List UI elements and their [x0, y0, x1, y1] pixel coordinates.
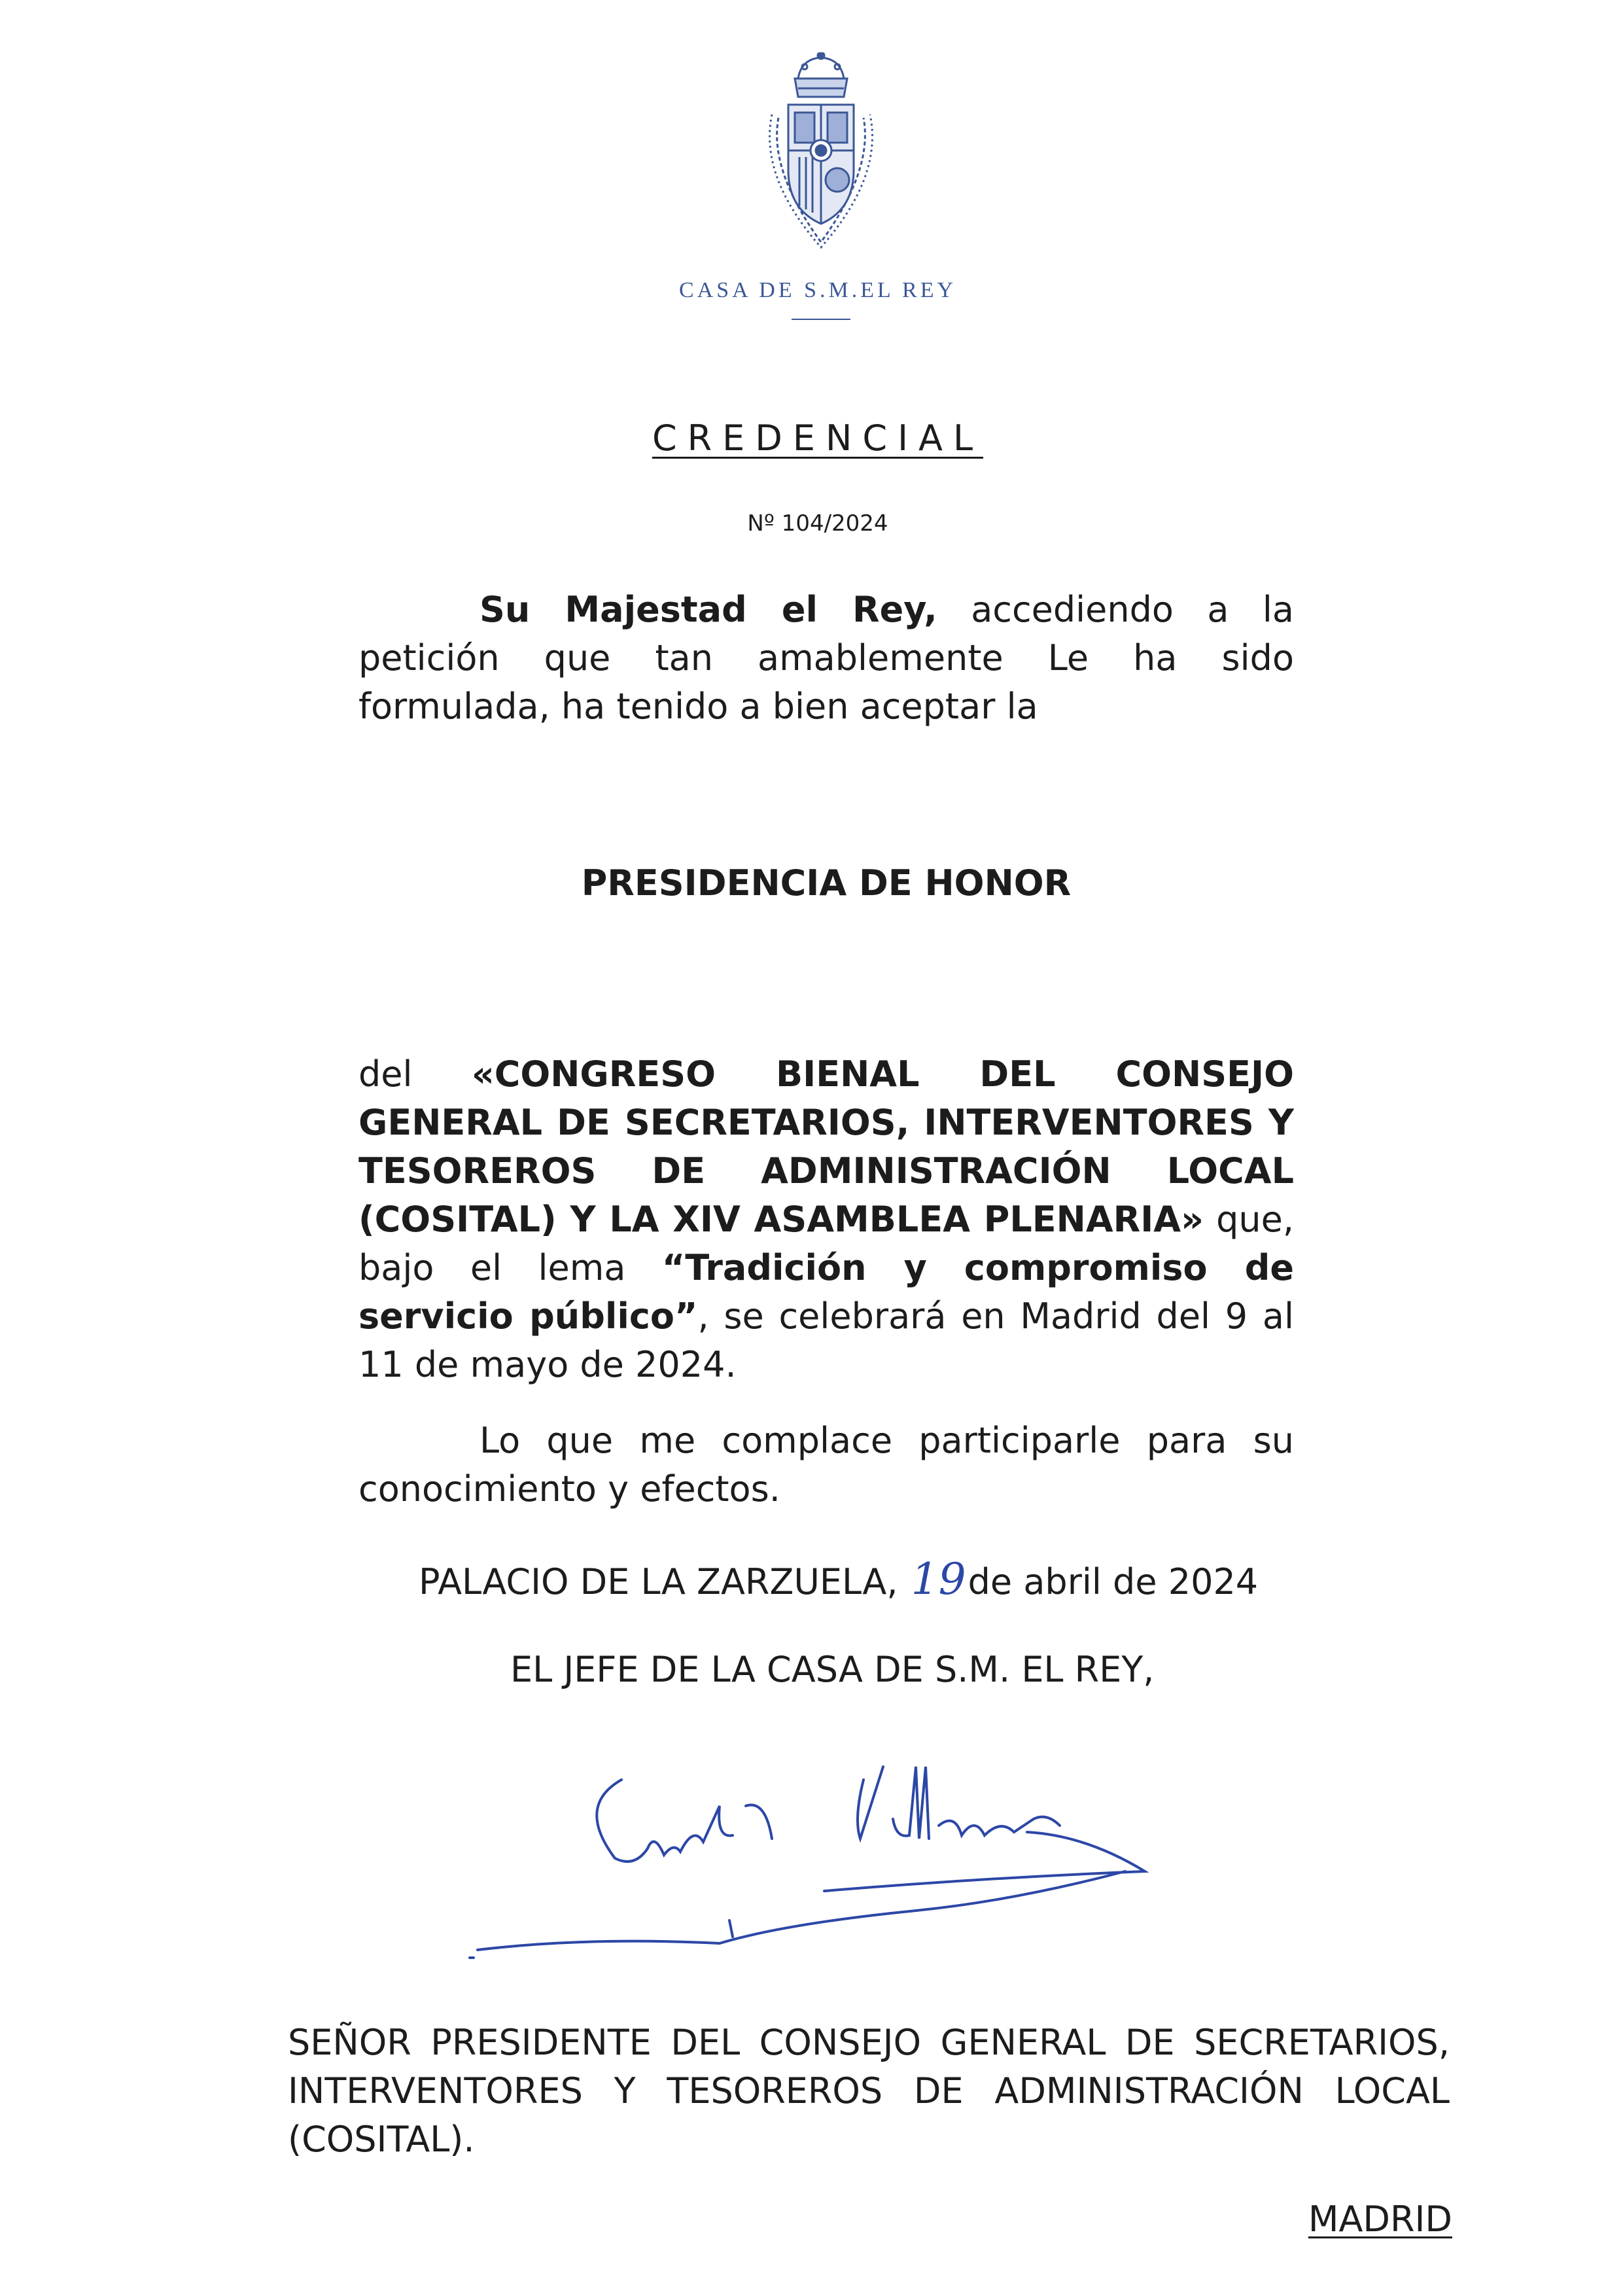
intro-paragraph	[358, 586, 1294, 731]
honor-title: PRESIDENCIA DE HONOR	[581, 862, 1072, 904]
congress-prefix: del	[358, 1053, 472, 1095]
addressee-block: SEÑOR PRESIDENTE DEL CONSEJO GENERAL DE SECRETARIOS, INTERVENTORES Y TESOREROS DE ADMINISTRACIÓN LOCAL (COSITAL).	[288, 2022, 1450, 2160]
document-title: CREDENCIAL	[652, 417, 984, 459]
congress-middle: que, bajo el lema	[358, 1199, 1294, 1288]
date-rest: de abril de 2024	[968, 1561, 1259, 1602]
house-name: CASA DE S.M.EL REY	[678, 278, 957, 302]
royal-coat-of-arms-icon	[739, 52, 903, 249]
document-number: Nº 104/2024	[747, 510, 888, 537]
intro-text: accediendo a la petición que tan amablemente Le ha sido formulada, ha tenido a bien aceptar la	[358, 589, 1294, 727]
congress-suffix: , se celebrará en Madrid del 9 al 11 de mayo de 2024.	[358, 1296, 1294, 1385]
congress-motto: “Tradición y compromiso de servicio público”	[358, 1247, 1294, 1337]
house-divider	[792, 319, 850, 320]
handwritten-day: 19	[911, 1554, 966, 1604]
congress-event-name: «CONGRESO BIENAL DEL CONSEJO GENERAL DE SECRETARIOS, INTERVENTORES Y TESOREROS DE ADMINISTRACIÓN LOCAL (COSITAL) Y LA XIV ASAMBLEA PLENARIA»	[358, 1053, 1294, 1240]
place-date-line	[419, 1554, 1335, 1604]
city: MADRID	[1308, 2199, 1452, 2240]
congress-paragraph	[358, 1050, 1294, 1389]
place-text: PALACIO DE LA ZARZUELA,	[419, 1561, 909, 1602]
intro-bold-lead: Su Majestad el Rey,	[480, 589, 937, 630]
handwritten-signature-icon	[458, 1727, 1178, 2002]
signatory-title: EL JEFE DE LA CASA DE S.M. EL REY,	[510, 1649, 1155, 1690]
closing-paragraph: Lo que me complace participarle para su conocimiento y efectos.	[358, 1420, 1294, 1510]
